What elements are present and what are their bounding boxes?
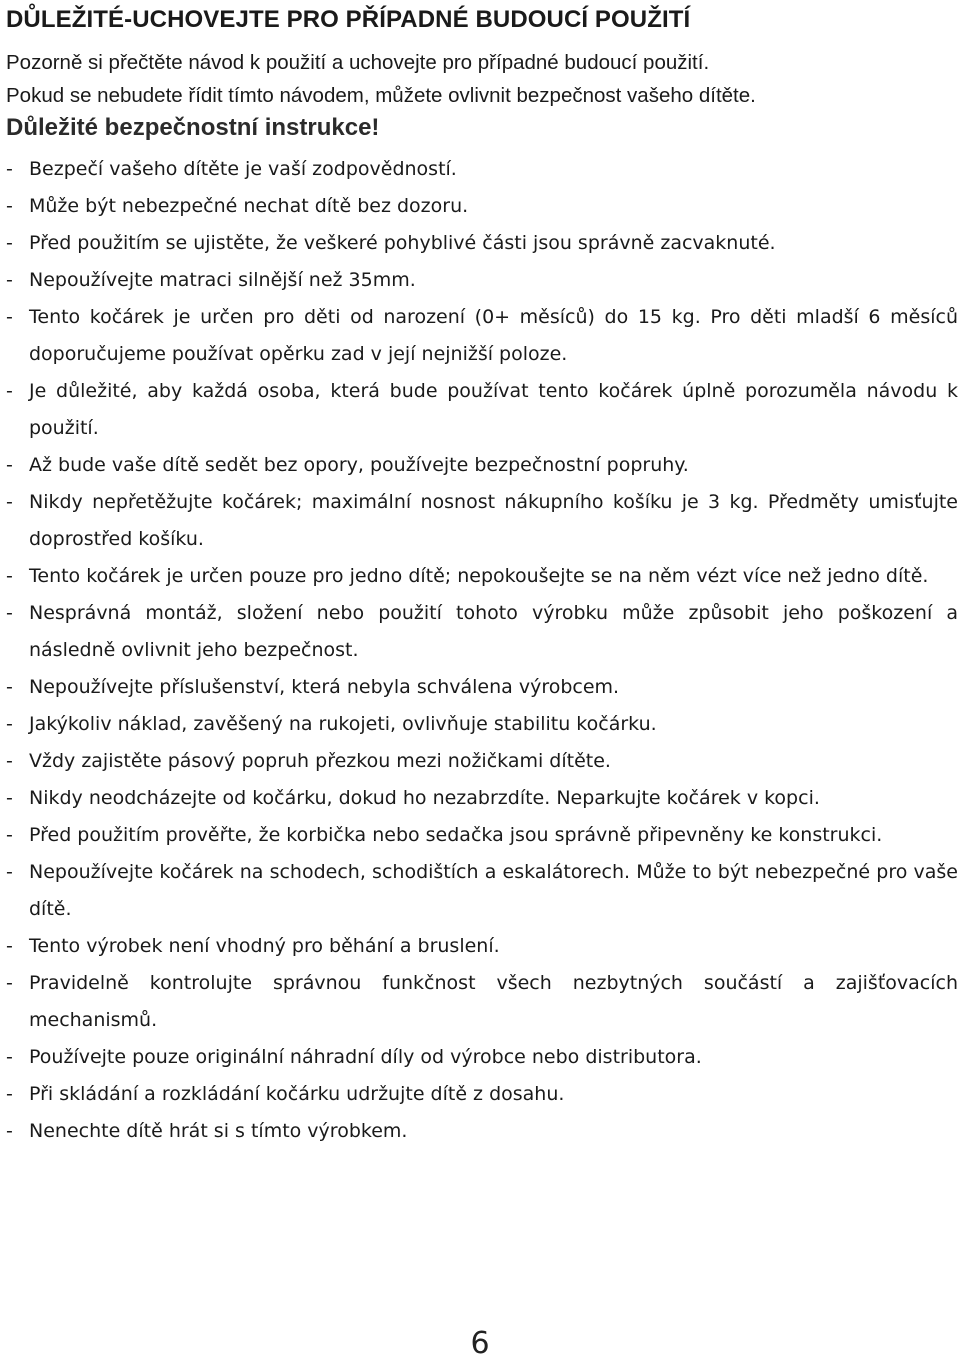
list-item: [0, 225, 958, 262]
list-item-text: Je důležité, aby každá osoba, která bude používat tento kočárek úplně porozuměla návodu k použití.: [29, 380, 958, 439]
list-item-text: Nesprávná montáž, složení nebo použití tohoto výrobku může způsobit jeho poškození a následně ovlivnit jeho bezpečnost.: [29, 602, 958, 661]
list-item-text: Pravidelně kontrolujte správnou funkčnost všech nezbytných součástí a zajišťovacích mechanismů.: [29, 972, 958, 1031]
list-item-text: Tento výrobek není vhodný pro běhání a bruslení.: [29, 935, 500, 957]
safety-instructions-list: [0, 151, 958, 1150]
intro-line: Pokud se nebudete řídit tímto návodem, můžete ovlivnit bezpečnost vašeho dítěte.: [6, 84, 756, 107]
list-item-text: Nepoužívejte příslušenství, která nebyla schválena výrobcem.: [29, 676, 620, 698]
list-item-text: Jakýkoliv náklad, zavěšený na rukojeti, ovlivňuje stabilitu kočárku.: [29, 713, 657, 735]
bullet-dash: -: [6, 269, 13, 291]
list-item-text: Nenechte dítě hrát si s tímto výrobkem.: [29, 1120, 408, 1142]
bullet-dash: -: [6, 602, 13, 624]
bullet-dash: -: [6, 1120, 13, 1142]
list-item-text: Používejte pouze originální náhradní díly od výrobce nebo distributora.: [29, 1046, 702, 1068]
bullet-dash: -: [6, 750, 13, 772]
bullet-dash: -: [6, 195, 13, 217]
list-item: [0, 965, 958, 1039]
list-item: [0, 299, 958, 373]
bullet-dash: -: [6, 1046, 13, 1068]
list-item-text: Nikdy neodcházejte od kočárku, dokud ho nezabrzdíte. Neparkujte kočárek v kopci.: [29, 787, 820, 809]
list-item: [0, 1076, 958, 1113]
list-item: [0, 1039, 958, 1076]
list-item: [0, 706, 958, 743]
list-item-text: Vždy zajistěte pásový popruh přezkou mezi nožičkami dítěte.: [29, 750, 611, 772]
list-item: [0, 780, 958, 817]
list-item: [0, 669, 958, 706]
bullet-dash: -: [6, 306, 13, 328]
bullet-dash: -: [6, 454, 13, 476]
page-number: 6: [470, 1326, 490, 1361]
bullet-dash: -: [6, 787, 13, 809]
list-item: [0, 447, 958, 484]
list-item-text: Tento kočárek je určen pro děti od narození (0+ měsíců) do 15 kg. Pro děti mladší 6 měsíců doporučujeme používat opěrku zad v její nejnižší poloze.: [29, 306, 958, 365]
list-item-text: Bezpečí vašeho dítěte je vaší zodpovědností.: [29, 158, 457, 180]
bullet-dash: -: [6, 1083, 13, 1105]
list-item: [0, 151, 958, 188]
list-item-text: Až bude vaše dítě sedět bez opory, používejte bezpečnostní popruhy.: [29, 454, 689, 476]
bullet-dash: -: [6, 232, 13, 254]
list-item: [0, 373, 958, 447]
list-item-text: Nepoužívejte matraci silnější než 35mm.: [29, 269, 416, 291]
bullet-dash: -: [6, 491, 13, 513]
list-item: [0, 1113, 958, 1150]
page-heading: DŮLEŽITÉ-UCHOVEJTE PRO PŘÍPADNÉ BUDOUCÍ POUŽITÍ: [6, 6, 691, 33]
list-item: [0, 595, 958, 669]
list-item-text: Před použitím se ujistěte, že veškeré pohyblivé části jsou správně zacvaknuté.: [29, 232, 776, 254]
bullet-dash: -: [6, 713, 13, 735]
intro-line: Pozorně si přečtěte návod k použití a uchovejte pro případné budoucí použití.: [6, 51, 710, 74]
list-item: [0, 558, 958, 595]
bullet-dash: -: [6, 972, 13, 994]
list-item: [0, 743, 958, 780]
bullet-dash: -: [6, 935, 13, 957]
list-item: [0, 262, 958, 299]
safety-instructions-heading: Důležité bezpečnostní instrukce!: [6, 114, 380, 141]
intro-paragraph: [6, 46, 956, 112]
list-item-text: Tento kočárek je určen pouze pro jedno dítě; nepokoušejte se na něm vézt více než jedno dítě.: [29, 565, 929, 587]
list-item: [0, 854, 958, 928]
list-item-text: Může být nebezpečné nechat dítě bez dozoru.: [29, 195, 469, 217]
list-item-text: Nikdy nepřetěžujte kočárek; maximální nosnost nákupního košíku je 3 kg. Předměty umisťujte doprostřed košíku.: [29, 491, 958, 550]
bullet-dash: -: [6, 824, 13, 846]
bullet-dash: -: [6, 158, 13, 180]
bullet-dash: -: [6, 565, 13, 587]
list-item: [0, 484, 958, 558]
list-item-text: Při skládání a rozkládání kočárku udržujte dítě z dosahu.: [29, 1083, 565, 1105]
list-item: [0, 928, 958, 965]
list-item-text: Nepoužívejte kočárek na schodech, schodištích a eskalátorech. Může to být nebezpečné pro vaše dítě.: [29, 861, 958, 920]
list-item: [0, 188, 958, 225]
list-item-text: Před použitím prověřte, že korbička nebo sedačka jsou správně připevněny ke konstrukci.: [29, 824, 883, 846]
bullet-dash: -: [6, 380, 13, 402]
bullet-dash: -: [6, 676, 13, 698]
bullet-dash: -: [6, 861, 13, 883]
list-item: [0, 817, 958, 854]
